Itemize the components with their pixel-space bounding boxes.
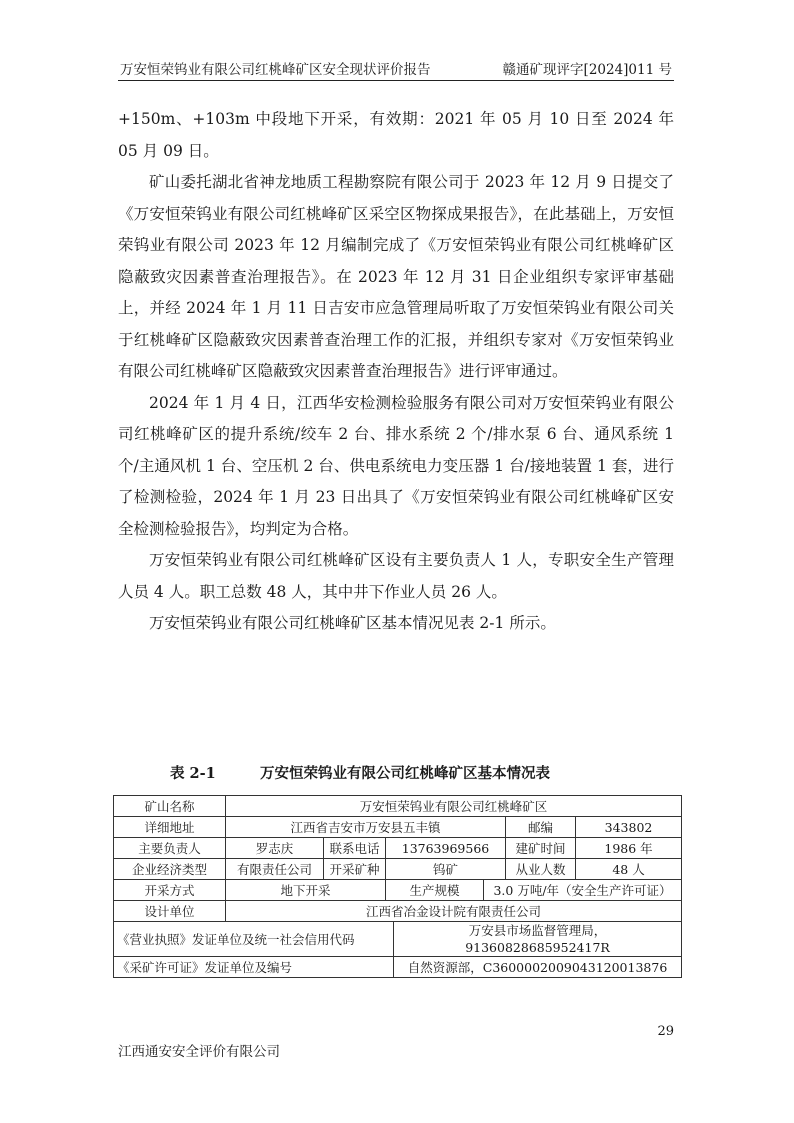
phone-label: 联系电话 (324, 838, 386, 859)
table-row (114, 880, 682, 901)
address-value: 江西省吉安市万安县五丰镇 (226, 817, 506, 838)
table-caption-number: 表 2-1 (170, 765, 216, 782)
address-label: 详细地址 (114, 817, 226, 838)
paragraph-validity: +150m、+103m 中段地下开采，有效期：2021 年 05 月 10 日至 2024 年 05 月 09 日。 (118, 110, 674, 160)
method-value: 地下开采 (226, 880, 386, 901)
page-footer: 江西通安安全评价有限公司 (118, 1044, 280, 1060)
mine-name-value: 万安恒荣钨业有限公司红桃峰矿区 (226, 796, 682, 817)
table-row (114, 957, 682, 978)
table-caption-title: 万安恒荣钨业有限公司红桃峰矿区基本情况表 (260, 765, 550, 782)
mine-info-table (113, 795, 682, 978)
postcode-value: 343802 (576, 817, 682, 838)
scale-value: 3.0 万吨/年（安全生产许可证） (484, 880, 682, 901)
body-text (118, 104, 674, 640)
page-header (118, 56, 674, 81)
paragraph-inspection: 2024 年 1 月 4 日，江西华安检测检验服务有限公司对万安恒荣钨业有限公司红桃峰矿区的提升系统/绞车 2 台、排水系统 2 个/排水泵 6 台、通风系统 1 个/主通风机 1 台、空压机 2 台、供电系统电力变压器 1 台/接地装置 1 套，进行了检测检验，2024 年 1 月 23 日出具了《万安恒荣钨业有限公司红桃峰矿区安全检测检验报告》，均判定为合格。 (118, 393, 674, 538)
table-row (114, 859, 682, 880)
mine-name-label: 矿山名称 (114, 796, 226, 817)
postcode-label: 邮编 (506, 817, 576, 838)
econ-type-label: 企业经济类型 (114, 859, 226, 880)
paragraph-personnel: 万安恒荣钨业有限公司红桃峰矿区设有主要负责人 1 人，专职安全生产管理人员 4 人。职工总数 48 人，其中井下作业人员 26 人。 (118, 551, 674, 601)
table-caption (170, 762, 550, 783)
paragraph-survey-report: 矿山委托湖北省神龙地质工程勘察院有限公司于 2023 年 12 月 9 日提交了《万安恒荣钨业有限公司红桃峰矿区采空区物探成果报告》，在此基础上，万安恒荣钨业有限公司 2023 年 12 月编制完成了《万安恒荣钨业有限公司红桃峰矿区隐蔽致灾因素普查治理报告》。在 2023 年 12 月 31 日企业组织专家评审基础上，并经 2024 年 1 月 11 日吉安市应急管理局听取了万安恒荣钨业有限公司关于红桃峰矿区隐蔽致灾因素普查治理工作的汇报，并组织专家对《万安恒荣钨业有限公司红桃峰矿区隐蔽致灾因素普查治理报告》进行评审通过。 (118, 173, 674, 380)
mining-license-value: 自然资源部，C3600002009043120013876 (394, 957, 682, 978)
table-row (114, 838, 682, 859)
page-number: 29 (657, 1024, 674, 1039)
mineral-label: 开采矿种 (324, 859, 386, 880)
leader-label: 主要负责人 (114, 838, 226, 859)
business-license-label: 《营业执照》发证单位及统一社会信用代码 (114, 922, 394, 957)
staff-value: 48 人 (576, 859, 682, 880)
table-row (114, 796, 682, 817)
econ-type-value: 有限责任公司 (226, 859, 324, 880)
built-label: 建矿时间 (506, 838, 576, 859)
paragraph-table-reference: 万安恒荣钨业有限公司红桃峰矿区基本情况见表 2-1 所示。 (149, 614, 556, 632)
leader-value: 罗志庆 (226, 838, 324, 859)
design-unit-label: 设计单位 (114, 901, 226, 922)
built-value: 1986 年 (576, 838, 682, 859)
table-row (114, 817, 682, 838)
design-unit-value: 江西省冶金设计院有限责任公司 (226, 901, 682, 922)
header-report-title: 万安恒荣钨业有限公司红桃峰矿区安全现状评价报告 (120, 62, 431, 78)
table-row (114, 922, 682, 957)
method-label: 开采方式 (114, 880, 226, 901)
mining-license-label: 《采矿许可证》发证单位及编号 (114, 957, 394, 978)
business-license-value: 万安县市场监督管理局，91360828685952417R (394, 922, 682, 957)
phone-value: 13763969566 (386, 838, 506, 859)
scale-label: 生产规模 (386, 880, 484, 901)
mineral-value: 钨矿 (386, 859, 506, 880)
table-row (114, 901, 682, 922)
staff-label: 从业人数 (506, 859, 576, 880)
header-report-number: 赣通矿现评字[2024]011 号 (502, 62, 672, 78)
